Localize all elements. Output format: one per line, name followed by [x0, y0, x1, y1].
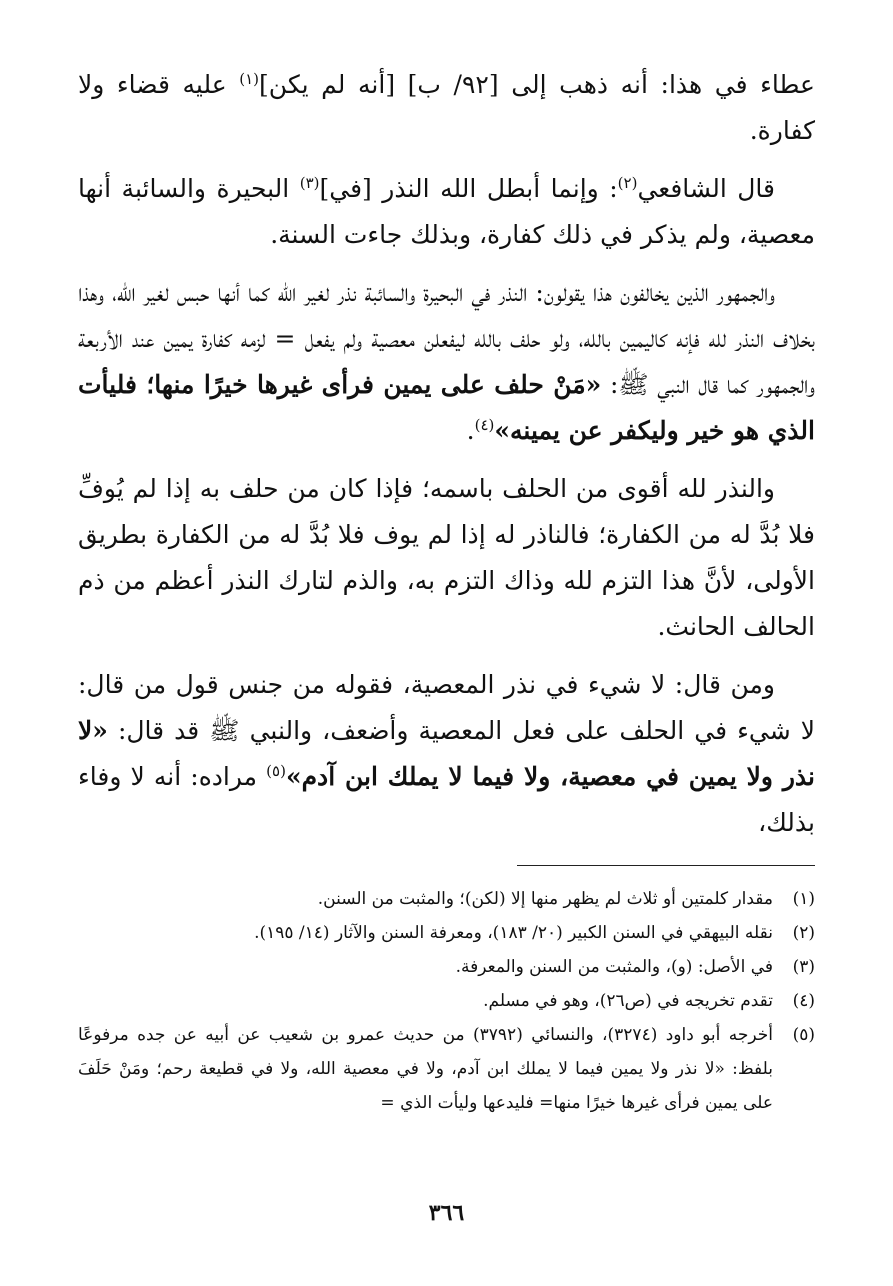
- footnote-number: (٣): [792, 957, 815, 977]
- footnote-1: [78, 882, 815, 916]
- footnote-divider: [517, 865, 815, 866]
- footnote-ref-5[interactable]: (٥): [266, 762, 286, 780]
- footnote-text: في الأصل: (و)، والمثبت من السنن والمعرفة.: [455, 957, 773, 977]
- footnotes: [78, 882, 815, 1120]
- footnote-ref-4[interactable]: (٤): [474, 416, 495, 434]
- footnote-5: [78, 1018, 815, 1120]
- footnote-number: (٢): [792, 923, 815, 943]
- hadith-quote-1: «مَنْ حلف على يمين فرأى غيرها خيرًا منها؛ فليأت الذي هو خير وليكفر عن يمينه»: [78, 370, 815, 445]
- footnote-number: (٥): [792, 1025, 815, 1045]
- footnote-text: مقدار كلمتين أو ثلاث لم يظهر منها إلا (لكن)؛ والمثبت من السنن.: [317, 889, 773, 909]
- footnote-4: [78, 984, 815, 1018]
- paragraph-4: والنذر لله أقوى من الحلف باسمه؛ فإذا كان من حلف به إذا لم يُوفِّ فلا بُدَّ له من الكفارة؛ فالناذر له إذا لم يوف فلا بُدَّ له من الكفارة بطريق الأولى، لأنَّ هذا التزم لله وذاك التزم به، والذم لتارك النذر أعظم من ذم الحالف الحانث.: [78, 474, 815, 641]
- paragraph-5: ومن قال: لا شيء في نذر المعصية، فقوله من جنس قول من قال: لا شيء في الحلف على فعل المعصية وأضعف، والنبي ﷺ قد قال: «لا نذر ولا يمين في معصية، ولا فيما لا يملك ابن آدم»$^{(٥)}$ مراده: أنه لا وفاء بذلك،: [78, 670, 815, 837]
- footnote-text: نقله البيهقي في السنن الكبير (٢٠/ ١٨٣)، ومعرفة السنن والآثار (١٤/ ١٩٥).: [254, 923, 773, 943]
- footnote-ref-3[interactable]: (٣): [299, 174, 320, 192]
- main-text: [78, 62, 815, 846]
- footnote-ref-2[interactable]: (٢): [617, 174, 638, 192]
- book-page: [78, 62, 815, 1226]
- footnote-number: (٤): [792, 991, 815, 1011]
- paragraph-1: عطاء في هذا: أنه ذهب إلى [٩٢/ ب] [أنه لم يكن]$^{(١)}$ عليه قضاء ولا كفارة.: [78, 70, 815, 145]
- footnote-text: تقدم تخريجه في (ص٢٦)، وهو في مسلم.: [483, 991, 773, 1011]
- hadith-quote-2: «لا نذر ولا يمين في معصية، ولا فيما لا يملك ابن آدم»: [78, 716, 815, 791]
- page-number: ٣٦٦: [428, 1200, 465, 1226]
- paragraph-2: قال الشافعي$^{(٢)}$: وإنما أبطل الله النذر [في]$^{(٣)}$ البحيرة والسائبة أنها معصية، ولم يذكر في ذلك كفارة، وبذلك جاءت السنة.: [78, 174, 815, 249]
- paragraph-3: والجمهور الذين يخالفون هذا يقولون: النذر في البحيرة والسائبة نذر لغير الله كما أنها حبس لغير الله، وهذا بخلاف النذر لله فإنه كاليمين بالله، ولو حلف بالله ليفعلن معصية ولم يفعل = لزمه كفارة يمين عند الأربعة والجمهور كما قال النبي ﷺ: «مَنْ حلف على يمين فرأى غيرها خيرًا منها؛ فليأت الذي هو خير وليكفر عن يمينه»$^{(٤)}$.: [78, 278, 815, 445]
- footnote-3: [78, 950, 815, 984]
- footnote-2: [78, 916, 815, 950]
- footnote-number: (١): [792, 889, 815, 909]
- footnote-text: أخرجه أبو داود (٣٢٧٤)، والنسائي (٣٧٩٢) من حديث عمرو بن شعيب عن أبيه عن جده مرفوعًا بلفظ: «لا نذر ولا يمين فيما لا يملك ابن آدم، ولا في معصية الله، ولا في قطيعة رحم؛ ومَنْ حَلَفَ على يمين فرأى غيرها خيرًا منها= فليدعها وليأت الذي =: [78, 1025, 773, 1113]
- footnote-ref-1[interactable]: (١): [239, 70, 260, 88]
